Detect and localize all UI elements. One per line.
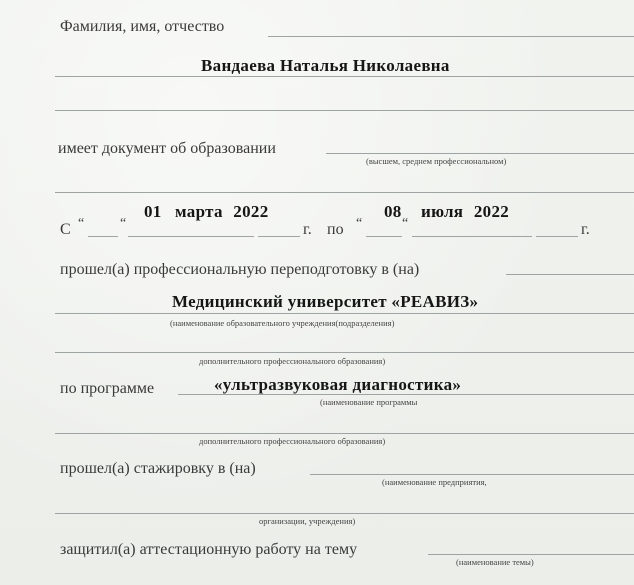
- rule: [536, 236, 578, 237]
- rule: [55, 76, 634, 77]
- start-month-year: марта 2022: [175, 202, 269, 221]
- rule: [55, 313, 634, 314]
- addl-hint-2: дополнительного профессионального образования): [199, 436, 386, 446]
- rule: [268, 36, 634, 37]
- org-hint: организации, учреждения): [259, 516, 356, 526]
- doc-label: имеет документ об образовании: [58, 140, 276, 157]
- quote-close-2: “: [402, 216, 409, 231]
- rule: [55, 513, 634, 514]
- intern-label: прошел(а) стажировку в (на): [60, 460, 256, 477]
- rule: [412, 236, 532, 237]
- quote-open: “: [78, 216, 85, 231]
- po-label: по: [327, 221, 344, 238]
- quote-open-2: “: [356, 216, 363, 231]
- rule: [366, 236, 402, 237]
- c-prefix: С: [60, 221, 71, 238]
- rule: [55, 352, 634, 353]
- start-day: 01: [144, 202, 162, 221]
- rule: [258, 236, 300, 237]
- g-label: г.: [303, 221, 312, 238]
- rule: [178, 394, 634, 395]
- program-label: по программе: [60, 380, 155, 397]
- program-value: «ультразвуковая диагностика»: [214, 375, 462, 394]
- defend-label: защитил(а) аттестационную работу на тему: [60, 541, 358, 558]
- rule: [428, 554, 634, 555]
- institution-hint: (наименование образовательного учреждения(подразделения): [170, 318, 395, 328]
- rule: [55, 192, 634, 193]
- rule: [55, 433, 634, 434]
- doc-hint: (высшем, среднем профессиональном): [366, 156, 507, 166]
- program-hint: (наименование программы: [320, 397, 418, 407]
- rule: [506, 274, 634, 275]
- rule: [128, 236, 254, 237]
- addl-hint-1: дополнительного профессионального образования): [199, 356, 386, 366]
- rule: [88, 236, 118, 237]
- fio-label: Фамилия, имя, отчество: [60, 18, 225, 35]
- rule: [55, 110, 634, 111]
- intern-hint: (наименование предприятия,: [382, 477, 487, 487]
- quote-close: “: [120, 216, 127, 231]
- rule: [326, 153, 634, 154]
- fio-value: Вандаева Наталья Николаевна: [201, 56, 450, 75]
- g-label-2: г.: [581, 221, 590, 238]
- retrain-label: прошел(а) профессиональную переподготовку в (на): [60, 261, 420, 278]
- rule: [310, 474, 634, 475]
- end-day: 08: [384, 202, 402, 221]
- institution: Медицинский университет «РЕАВИЗ»: [172, 292, 479, 311]
- defend-hint: (наименование темы): [456, 557, 534, 567]
- end-month-year: июля 2022: [421, 202, 510, 221]
